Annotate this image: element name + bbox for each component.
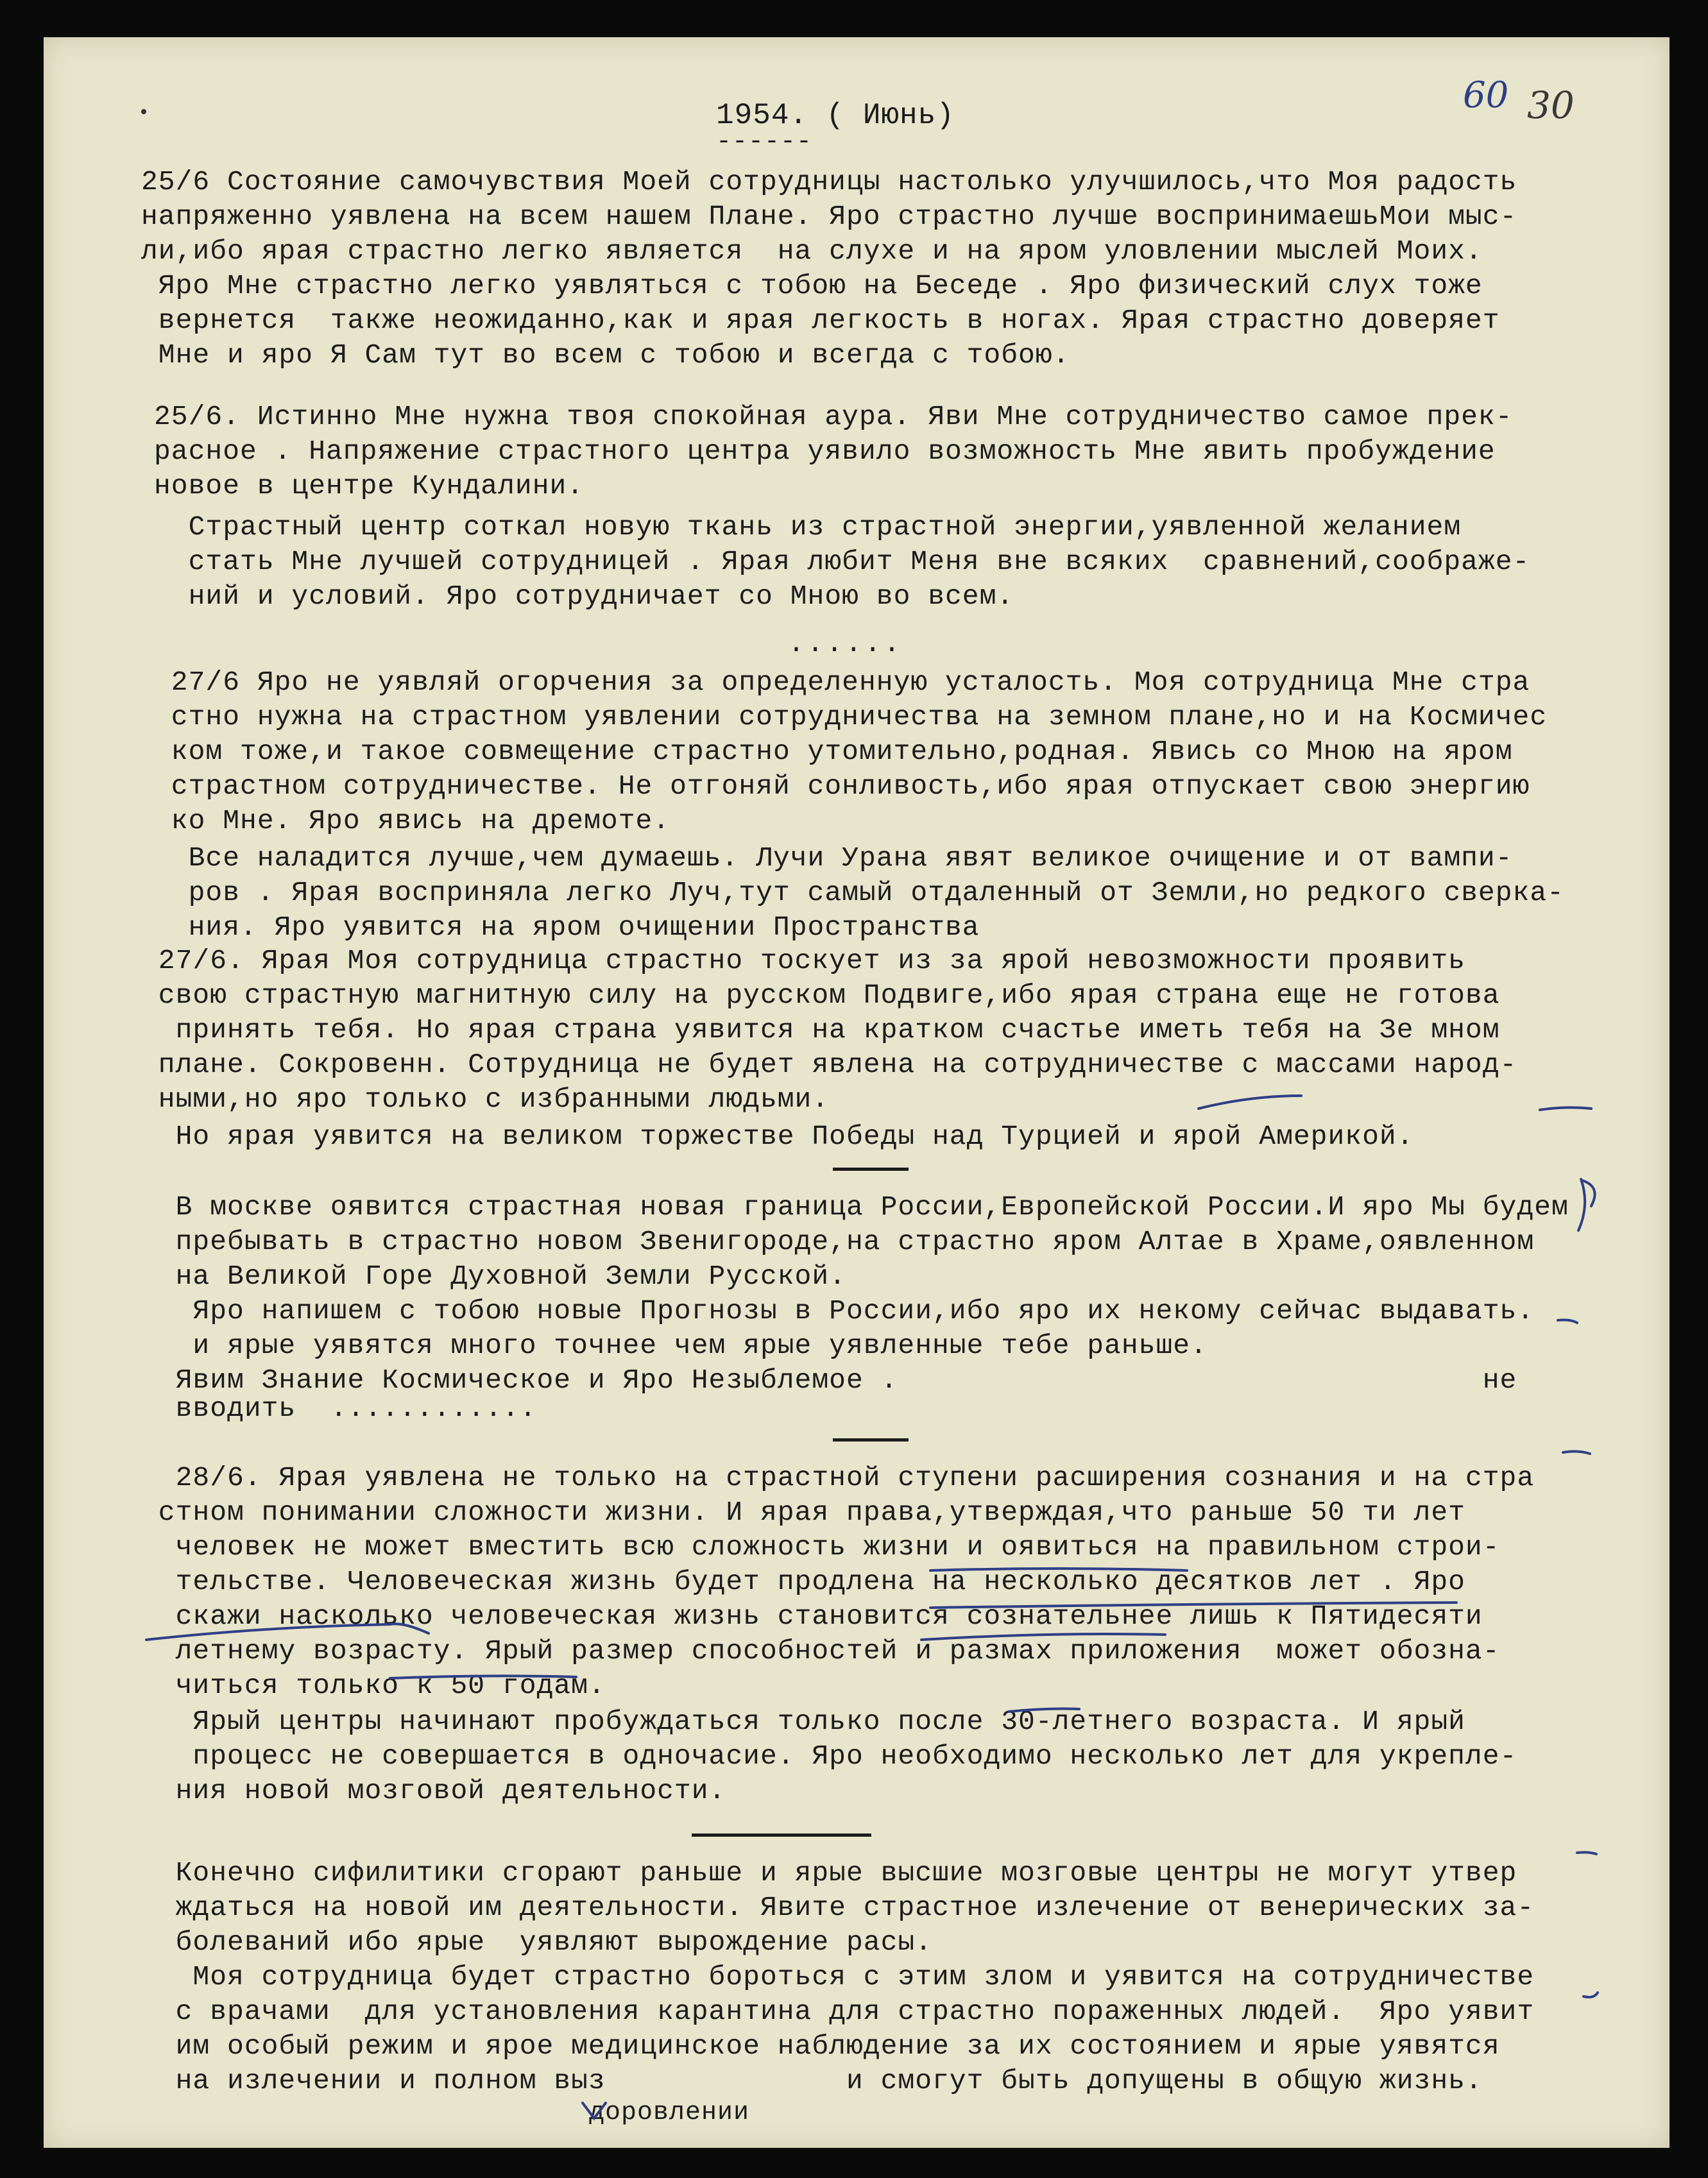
text-line: Яро Мне страстно легко уявляться с тобою на Беседе . Яро физический слух тоже [141, 270, 1483, 302]
text-line: человек не может вместить всю сложность жизни и оявиться на правильном строи- [141, 1531, 1500, 1563]
underline-stroke [1199, 1096, 1301, 1109]
text-line: болеваний ибо ярые уявляют вырождение расы. [141, 1927, 932, 1958]
text-line: Страстный центр соткал новую ткань из страстной энергии,уявленной желанием [154, 511, 1462, 543]
text-line: ний и условий. Яро сотрудничает со Мною во всем. [154, 581, 1014, 612]
text-line: стать Мне лучшей сотрудницей . Ярая любит Меня вне всяких сравнений,соображе- [154, 546, 1530, 577]
margin-dash [1558, 1320, 1577, 1323]
text-line: Явим Знание Космическое и Яро Незыблемое . не [141, 1365, 1517, 1396]
text-line: ком тоже,и такое совмещение страстно утомительно,родная. Явись со Мною на яром [154, 736, 1513, 767]
text-line: страстном сотрудничестве. Не отгоняй сонливость,ибо ярая отпускает свою энергию [154, 770, 1530, 802]
text-line: Мне и яро Я Сам тут во всем с тобою и всегда с тобою. [141, 339, 1070, 371]
text-line: скажи насколько человеческая жизнь становится сознательнее лишь к Пятидесяти [141, 1601, 1483, 1632]
text-line: стно нужна на страстном уявлении сотрудничества на земном плане,но и на Космичес [154, 701, 1548, 733]
text-line: новое в центре Кундалини. [154, 470, 585, 502]
ink-annotations [44, 37, 1670, 2148]
text-line: свою страстную магнитную силу на русском Подвиге,ибо ярая страна еще не готова [141, 980, 1500, 1011]
underline-stroke [1009, 1709, 1079, 1712]
text-line: Яро напишем с тобою новые Прогнозы в России,ибо яро их некому сейчас выдавать. [141, 1295, 1535, 1327]
text-line: 27/6 Яро не уявляй огорчения за определенную усталость. Моя сотрудница Мне стра [154, 667, 1530, 698]
text-line: ния. Яро уявится на яром очищении Пространства [154, 912, 980, 943]
text-line: ждаться на новой им деятельности. Явите страстное излечение от венерических за- [141, 1892, 1535, 1923]
section-separator: ...... [788, 628, 903, 659]
text-line: с врачами для установления карантина для страстно пораженных людей. Яро уявит [141, 1996, 1535, 2027]
text-line: расное . Напряжение страстного центра уявило возможность Мне явить пробуждение [154, 436, 1496, 467]
margin-dash [1563, 1451, 1590, 1454]
text-line: ко Мне. Яро явись на дремоте. [154, 805, 670, 837]
margin-dash [1540, 1107, 1591, 1110]
underline-stroke [930, 1603, 1456, 1608]
text-line: и ярые уявятся много точнее чем ярые уявленные тебе раньше. [141, 1330, 1208, 1361]
text-line: Ярый центры начинают пробуждаться только после 30-летнего возраста. И ярый [141, 1706, 1465, 1737]
underline-stroke [921, 1634, 1165, 1640]
text-line: ров . Ярая восприняла легко Луч,тут самый отдаленный от Земли,но редкого сверка- [154, 877, 1564, 908]
underline-stroke [930, 1569, 1187, 1570]
underline-stroke [146, 1624, 429, 1640]
text-line: ния новой мозговой деятельности. [141, 1775, 726, 1807]
folio-number-old: 30 [1527, 83, 1575, 127]
folio-number: 60 [1463, 74, 1509, 116]
text-line: ными,но яро только с избранными людьми. [141, 1084, 830, 1115]
text-line: вернется также неожиданно,как и ярая легкость в ногах. Ярая страстно доверяет [141, 305, 1500, 336]
text-line: Но ярая уявится на великом торжестве Победы над Турцией и ярой Америкой. [141, 1121, 1414, 1152]
text-line: плане. Сокровенн. Сотрудница не будет явлена на сотрудничестве с массами народ- [141, 1049, 1517, 1080]
text-line: тельстве. Человеческая жизнь будет продлена на несколько десятков лет . Яро [141, 1566, 1465, 1597]
typescript-page [44, 37, 1670, 2148]
text-line: пребывать в страстно новом Звенигороде,на страстно яром Алтае в Храме,оявленном [141, 1226, 1535, 1257]
text-line: Все наладится лучше,чем думаешь. Лучи Урана явят великое очищение и от вампи- [154, 842, 1513, 874]
text-line: 25/6. Истинно Мне нужна твоя спокойная аура. Яви Мне сотрудничество самое прек- [154, 401, 1513, 432]
text-line: 28/6. Ярая уявлена не только на страстной ступени расширения сознания и на стра [141, 1462, 1535, 1493]
insertion-caret [583, 2103, 606, 2118]
text-line: принять тебя. Но ярая страна уявится на кратком счастье иметь тебя на Зе мном [141, 1014, 1500, 1046]
underline-stroke [390, 1676, 576, 1678]
text-line: Моя сотрудница будет страстно бороться с этим злом и уявится на сотрудничестве [141, 1961, 1535, 1993]
text-line: им особый режим и ярое медицинское наблюдение за их состоянием и ярые уявятся [141, 2030, 1500, 2062]
text-line: на излечении и полном выз и смогут быть допущены в общую жизнь. [141, 2065, 1483, 2097]
text-line: 27/6. Ярая Моя сотрудница страстно тоскует из за ярой невозможности проявить [141, 945, 1465, 976]
text-line: летнему возрасту. Ярый размер способностей и размах приложения может обозна- [141, 1635, 1500, 1667]
margin-dash [1584, 1993, 1598, 1997]
text-line: ли,ибо ярая страстно легко является на слухе и на яром уловлении мыслей Моих. [141, 235, 1483, 267]
text-line: читься только к 50 годам. [141, 1670, 606, 1701]
text-line: напряженно уявлена на всем нашем Плане. Яро страстно лучше воспринимаешьМои мыс- [141, 201, 1517, 232]
text-line: В москве оявится страстная новая граница России,Европейской России.И яро Мы будем [141, 1191, 1569, 1223]
page-title: 1954. ( Июнь) [716, 99, 955, 132]
margin-bracket [1578, 1179, 1595, 1230]
margin-dash [1577, 1852, 1596, 1854]
title-underline: ------ [716, 128, 813, 157]
text-line: на Великой Горе Духовной Земли Русской. [141, 1261, 846, 1292]
text-line: стном понимании сложности жизни. И ярая права,утверждая,что раньше 50 ти лет [141, 1497, 1465, 1528]
text-line: вводить ............ [141, 1393, 537, 1424]
insertion-text: доровлении [589, 2098, 750, 2127]
text-line: 25/6 Состояние самочувствия Моей сотрудницы настолько улучшилось,что Моя радость [141, 166, 1517, 198]
text-line: процесс не совершается в одночасие. Яро необходимо несколько лет для укрепле- [141, 1740, 1517, 1772]
text-line: Конечно сифилитики сгорают раньше и ярые высшие мозговые центры не могут утвер [141, 1857, 1517, 1889]
